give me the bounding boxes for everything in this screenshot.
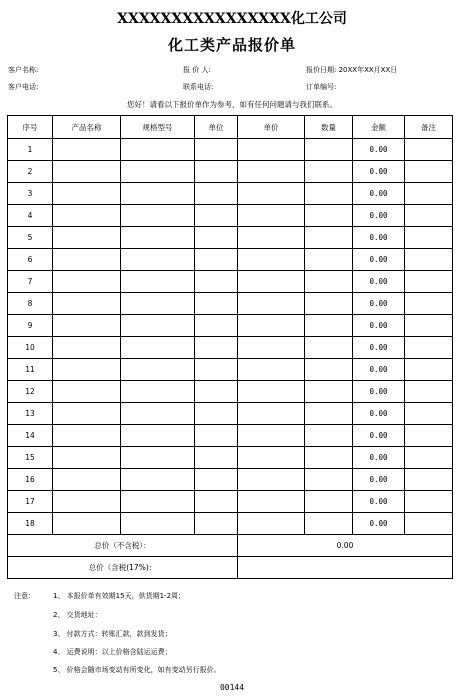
- table-cell: [238, 381, 305, 403]
- table-cell: [305, 337, 353, 359]
- table-cell: [405, 315, 453, 337]
- note-item: 1、 本报价单有效期15天，供货期1-2周；: [53, 592, 186, 600]
- table-cell: [53, 403, 121, 425]
- table-cell: [305, 315, 353, 337]
- table-cell: [238, 513, 305, 535]
- row-number-cell: 12: [8, 381, 53, 403]
- table-row: [8, 403, 453, 425]
- table-cell: [305, 447, 353, 469]
- table-cell: [195, 491, 238, 513]
- table-row: [8, 425, 453, 447]
- note-item: 4、 运费说明：以上价格含陆运运费；: [53, 648, 172, 656]
- table-cell: [121, 447, 195, 469]
- table-row: [8, 183, 453, 205]
- row-number-cell: 18: [8, 513, 53, 535]
- column-header: 备注: [405, 116, 453, 139]
- table-cell: [405, 447, 453, 469]
- amount-cell: 0.00: [353, 403, 405, 425]
- table-cell: [53, 293, 121, 315]
- column-header: 产品名称: [53, 116, 121, 139]
- row-number-cell: 16: [8, 469, 53, 491]
- table-cell: [53, 425, 121, 447]
- amount-cell: 0.00: [353, 447, 405, 469]
- table-cell: [305, 271, 353, 293]
- row-number-cell: 3: [8, 183, 53, 205]
- quote-table: [7, 115, 453, 579]
- table-cell: [405, 425, 453, 447]
- row-number-cell: 15: [8, 447, 53, 469]
- table-row: [8, 293, 453, 315]
- table-cell: [305, 227, 353, 249]
- table-cell: [305, 513, 353, 535]
- table-cell: [405, 491, 453, 513]
- table-cell: [305, 205, 353, 227]
- table-cell: [405, 271, 453, 293]
- table-row: [8, 249, 453, 271]
- table-cell: [121, 249, 195, 271]
- table-cell: [195, 381, 238, 403]
- row-number-cell: 13: [8, 403, 53, 425]
- amount-cell: 0.00: [353, 315, 405, 337]
- row-number-cell: 17: [8, 491, 53, 513]
- table-cell: [121, 337, 195, 359]
- table-cell: [195, 337, 238, 359]
- table-cell: [53, 491, 121, 513]
- table-cell: [53, 315, 121, 337]
- table-cell: [405, 249, 453, 271]
- amount-cell: 0.00: [353, 227, 405, 249]
- table-cell: [53, 227, 121, 249]
- table-cell: [405, 139, 453, 161]
- table-cell: [238, 425, 305, 447]
- table-row: [8, 161, 453, 183]
- table-cell: [238, 161, 305, 183]
- table-cell: [238, 447, 305, 469]
- amount-cell: 0.00: [353, 249, 405, 271]
- table-cell: [305, 293, 353, 315]
- customer-phone-label: 客户电话:: [8, 83, 39, 91]
- table-cell: [195, 139, 238, 161]
- amount-cell: 0.00: [353, 139, 405, 161]
- quote-date-field: [306, 65, 397, 75]
- table-row: [8, 381, 453, 403]
- table-cell: [53, 139, 121, 161]
- table-cell: [238, 249, 305, 271]
- table-cell: [121, 425, 195, 447]
- table-cell: [53, 469, 121, 491]
- amount-cell: 0.00: [353, 513, 405, 535]
- table-cell: [405, 205, 453, 227]
- amount-cell: 0.00: [353, 183, 405, 205]
- table-cell: [121, 293, 195, 315]
- row-number-cell: 11: [8, 359, 53, 381]
- table-cell: [305, 381, 353, 403]
- table-row: [8, 205, 453, 227]
- table-cell: [238, 227, 305, 249]
- table-cell: [53, 161, 121, 183]
- table-row: [8, 447, 453, 469]
- amount-cell: 0.00: [353, 205, 405, 227]
- table-cell: [238, 337, 305, 359]
- total-incl-tax-row: [8, 557, 453, 579]
- table-cell: [238, 315, 305, 337]
- table-cell: [53, 381, 121, 403]
- column-header: 规格型号: [121, 116, 195, 139]
- total-excl-tax-label: 总价（不含税）：: [8, 535, 238, 557]
- table-cell: [405, 359, 453, 381]
- table-cell: [195, 227, 238, 249]
- table-cell: [305, 161, 353, 183]
- column-header: 数量: [305, 116, 353, 139]
- table-cell: [121, 161, 195, 183]
- table-row: [8, 315, 453, 337]
- table-cell: [121, 513, 195, 535]
- amount-cell: 0.00: [353, 337, 405, 359]
- table-cell: [121, 469, 195, 491]
- row-number-cell: 4: [8, 205, 53, 227]
- column-header: 金额: [353, 116, 405, 139]
- row-number-cell: 2: [8, 161, 53, 183]
- table-row: [8, 139, 453, 161]
- table-cell: [238, 183, 305, 205]
- table-cell: [305, 359, 353, 381]
- column-header: 单位: [195, 116, 238, 139]
- table-cell: [195, 403, 238, 425]
- table-cell: [121, 491, 195, 513]
- table-cell: [405, 513, 453, 535]
- table-cell: [305, 139, 353, 161]
- table-cell: [121, 205, 195, 227]
- table-row: [8, 359, 453, 381]
- notes-label: 注意：: [14, 592, 35, 600]
- table-cell: [195, 293, 238, 315]
- quote-date-label: 报价日期:: [306, 66, 337, 74]
- table-cell: [238, 403, 305, 425]
- table-row: [8, 469, 453, 491]
- document-title: 化工类产品报价单: [167, 36, 296, 54]
- customer-name-label: 客户名称:: [8, 66, 39, 74]
- table-cell: [195, 249, 238, 271]
- table-cell: [53, 359, 121, 381]
- table-cell: [121, 359, 195, 381]
- note-item: 3、 付款方式：转账汇款，款到发货；: [53, 630, 172, 638]
- table-row: [8, 491, 453, 513]
- table-cell: [305, 469, 353, 491]
- amount-cell: 0.00: [353, 425, 405, 447]
- table-cell: [53, 513, 121, 535]
- quoter-label: 报 价 人:: [183, 66, 211, 74]
- note-item: 5、 价格会随市场变动有所变化，如有变动另行报价。: [53, 666, 221, 674]
- table-cell: [238, 205, 305, 227]
- table-cell: [53, 249, 121, 271]
- amount-cell: 0.00: [353, 469, 405, 491]
- amount-cell: 0.00: [353, 491, 405, 513]
- column-header: 序号: [8, 116, 53, 139]
- amount-cell: 0.00: [353, 161, 405, 183]
- table-cell: [121, 403, 195, 425]
- table-cell: [305, 491, 353, 513]
- table-header-row: [8, 116, 453, 139]
- table-cell: [121, 315, 195, 337]
- contact-phone-label: 联系电话:: [183, 83, 214, 91]
- table-cell: [305, 249, 353, 271]
- table-cell: [238, 491, 305, 513]
- row-number-cell: 7: [8, 271, 53, 293]
- quote-date-value: 20XX年XX月XX日: [338, 66, 398, 74]
- table-cell: [305, 425, 353, 447]
- table-cell: [405, 469, 453, 491]
- greeting-text: 您好！请看以下报价单作为参考，如有任何问题请与我们联系。: [127, 100, 337, 109]
- table-cell: [121, 227, 195, 249]
- table-cell: [405, 161, 453, 183]
- table-row: [8, 513, 453, 535]
- table-cell: [195, 161, 238, 183]
- table-cell: [195, 513, 238, 535]
- table-cell: [195, 425, 238, 447]
- table-cell: [53, 337, 121, 359]
- table-cell: [405, 293, 453, 315]
- table-cell: [238, 293, 305, 315]
- table-cell: [121, 381, 195, 403]
- amount-cell: 0.00: [353, 293, 405, 315]
- row-number-cell: 8: [8, 293, 53, 315]
- total-excl-tax-row: [8, 535, 453, 557]
- table-cell: [53, 205, 121, 227]
- row-number-cell: 5: [8, 227, 53, 249]
- table-cell: [405, 183, 453, 205]
- table-cell: [195, 447, 238, 469]
- amount-cell: 0.00: [353, 359, 405, 381]
- total-excl-tax-value: 0.00: [238, 535, 453, 557]
- table-cell: [195, 183, 238, 205]
- table-cell: [195, 315, 238, 337]
- note-item: 2、 交货地址：: [53, 611, 102, 619]
- table-cell: [305, 403, 353, 425]
- table-cell: [305, 183, 353, 205]
- row-number-cell: 1: [8, 139, 53, 161]
- total-incl-tax-label: 总价（含税(17%)：: [8, 557, 238, 579]
- column-header: 单价: [238, 116, 305, 139]
- table-cell: [195, 359, 238, 381]
- row-number-cell: 10: [8, 337, 53, 359]
- total-incl-tax-value: [238, 557, 453, 579]
- table-cell: [405, 381, 453, 403]
- table-cell: [238, 139, 305, 161]
- table-cell: [121, 183, 195, 205]
- table-cell: [405, 227, 453, 249]
- table-cell: [405, 403, 453, 425]
- table-cell: [195, 271, 238, 293]
- amount-cell: 0.00: [353, 381, 405, 403]
- amount-cell: 0.00: [353, 271, 405, 293]
- table-cell: [121, 271, 195, 293]
- document-number: 00144: [219, 683, 245, 692]
- company-name: XXXXXXXXXXXXXXXX化工公司: [117, 11, 347, 27]
- table-cell: [195, 205, 238, 227]
- order-number-label: 订单编号:: [306, 83, 337, 91]
- table-cell: [238, 271, 305, 293]
- table-row: [8, 337, 453, 359]
- table-cell: [238, 359, 305, 381]
- table-cell: [53, 183, 121, 205]
- table-cell: [195, 469, 238, 491]
- table-cell: [405, 337, 453, 359]
- table-row: [8, 271, 453, 293]
- row-number-cell: 6: [8, 249, 53, 271]
- table-cell: [53, 447, 121, 469]
- table-row: [8, 227, 453, 249]
- table-cell: [121, 139, 195, 161]
- row-number-cell: 9: [8, 315, 53, 337]
- table-cell: [53, 271, 121, 293]
- table-cell: [238, 469, 305, 491]
- row-number-cell: 14: [8, 425, 53, 447]
